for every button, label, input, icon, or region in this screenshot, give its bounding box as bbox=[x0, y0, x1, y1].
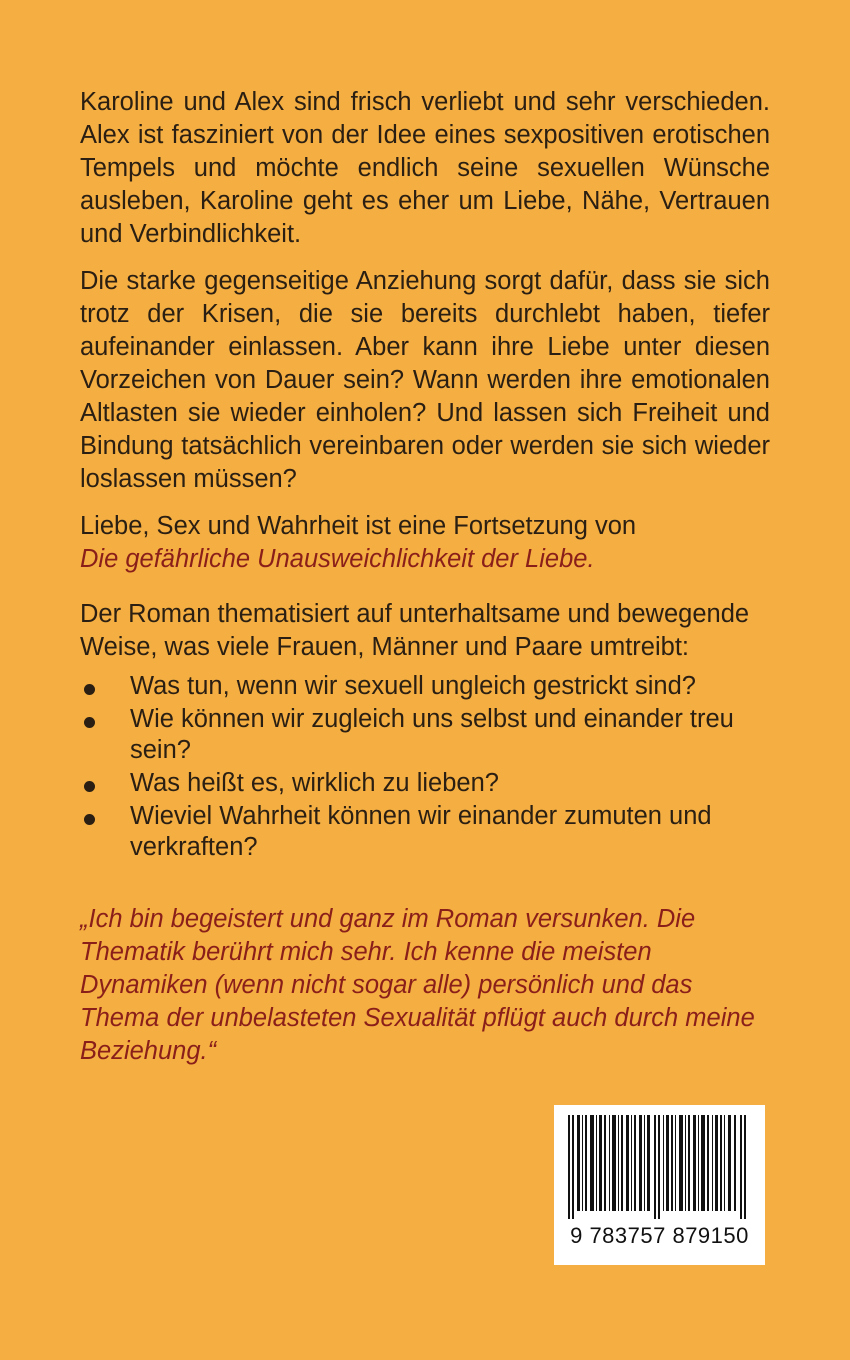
list-item bbox=[80, 768, 770, 799]
barcode-bars-icon bbox=[568, 1115, 751, 1219]
reader-quote: „Ich bin begeistert und ganz im Roman versunken. Die Thematik berührt mich sehr. Ich kenne die meisten Dynamiken (wenn nicht sogar alle) persönlich und das Thema der unbelasteten Sexualität pflügt auch durch meine Beziehung.“ bbox=[80, 905, 755, 1065]
list-item-text: Wieviel Wahrheit können wir einander zumuten und verkraften? bbox=[130, 802, 712, 861]
prequel-title: Die gefährliche Unausweichlichkeit der Liebe. bbox=[80, 545, 595, 573]
question-list bbox=[80, 671, 770, 863]
sequel-note-prefix: Liebe, Sex und Wahrheit ist eine Fortsetzung von bbox=[80, 512, 637, 540]
list-item-text: Wie können wir zugleich uns selbst und einander treu sein? bbox=[130, 705, 734, 764]
back-cover-text bbox=[80, 86, 770, 1068]
blurb-paragraph-2: Die starke gegenseitige Anziehung sorgt dafür, dass sie sich trotz der Krisen, die sie bereits durchlebt haben, tiefer aufeinander einlassen. Aber kann ihre Liebe unter diesen Vorzeichen von Dauer sein? Wann werden ihre emotionalen Altlasten sie wieder einholen? Und lassen sich Freiheit und Bindung tatsächlich vereinbaren oder werden sie sich wieder loslassen müssen? bbox=[80, 267, 770, 493]
list-item bbox=[80, 671, 770, 702]
bullet-dot-icon bbox=[84, 814, 95, 825]
isbn-number: 9 783757 879150 bbox=[570, 1223, 749, 1248]
bullet-dot-icon bbox=[84, 684, 95, 695]
theme-intro: Der Roman thematisiert auf unterhaltsame und bewegende Weise, was viele Frauen, Männer und Paare umtreibt: bbox=[80, 600, 750, 661]
bullet-dot-icon bbox=[84, 717, 95, 728]
blurb-paragraph-1: Karoline und Alex sind frisch verliebt und sehr verschieden. Alex ist fasziniert von der Idee eines sexpositiven erotischen Tempels und möchte endlich seine sexuellen Wünsche ausleben, Karoline geht es eher um Liebe, Nähe, Vertrauen und Verbindlichkeit. bbox=[80, 88, 770, 248]
isbn-barcode bbox=[554, 1105, 765, 1265]
bullet-dot-icon bbox=[84, 781, 95, 792]
list-item bbox=[80, 801, 770, 863]
list-item bbox=[80, 704, 770, 766]
list-item-text: Was tun, wenn wir sexuell ungleich gestrickt sind? bbox=[130, 672, 696, 700]
sequel-note bbox=[80, 510, 770, 576]
list-item-text: Was heißt es, wirklich zu lieben? bbox=[130, 769, 499, 797]
